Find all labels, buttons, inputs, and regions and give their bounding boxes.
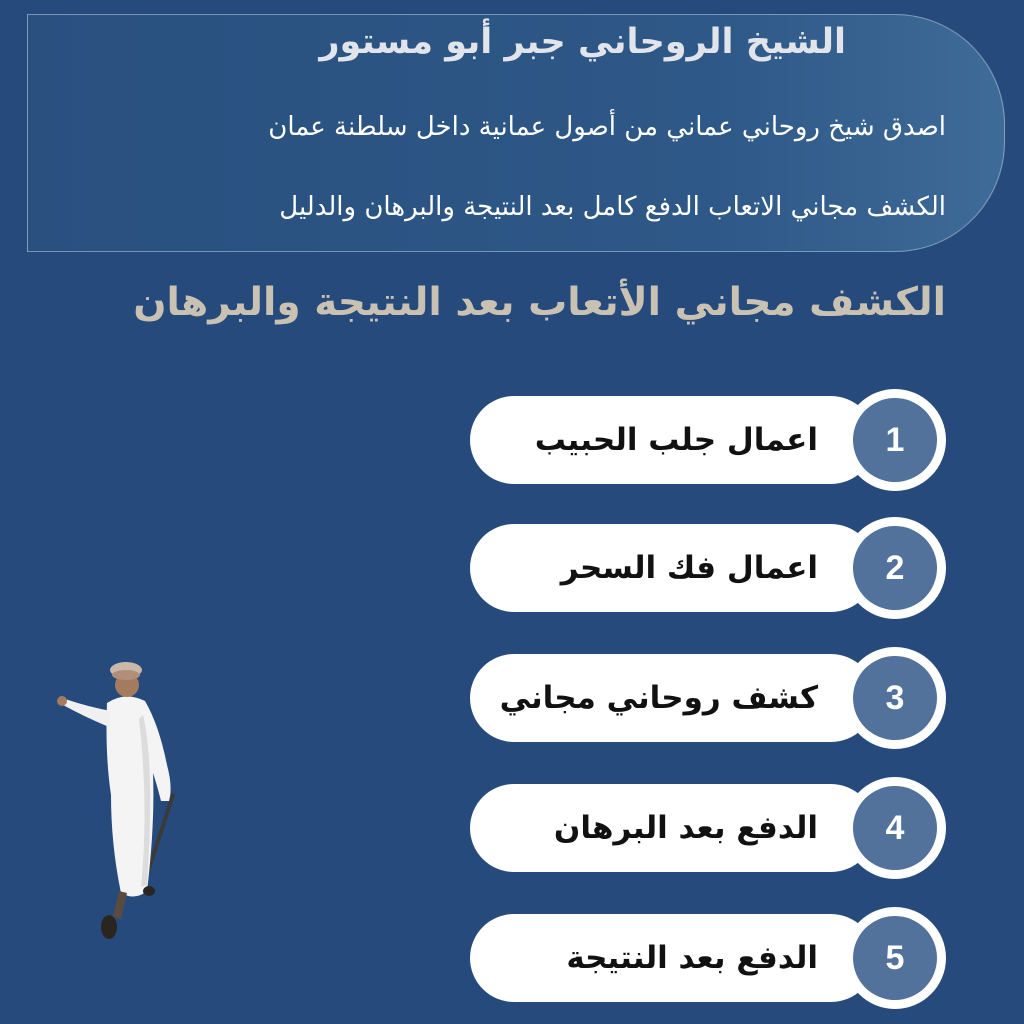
service-pill [470,524,875,612]
service-pill [470,654,875,742]
service-number: 1 [853,398,937,482]
number-badge [844,389,946,491]
subtitle: الكشف مجاني الأتعاب بعد النتيجة والبرهان [133,280,946,325]
service-label: الدفع بعد النتيجة [566,940,818,976]
number-badge [844,517,946,619]
service-number: 5 [853,916,937,1000]
service-number: 2 [853,526,937,610]
omani-man-figure-icon [55,655,185,945]
service-number: 3 [853,656,937,740]
page-title: الشيخ الروحاني جبر أبو مستور [319,22,846,62]
service-pill [470,396,875,484]
header-description-line-2: الكشف مجاني الاتعاب الدفع كامل بعد النتيجة والبرهان والدليل [279,192,946,222]
service-label: اعمال جلب الحبيب [534,422,818,458]
service-pill [470,784,875,872]
number-badge [844,777,946,879]
service-label: كشف روحاني مجاني [499,680,818,716]
number-badge [844,907,946,1009]
number-badge [844,647,946,749]
service-pill [470,914,875,1002]
service-label: الدفع بعد البرهان [553,810,818,846]
service-label: اعمال فك السحر [560,550,818,586]
header-description-line-1: اصدق شيخ روحاني عماني من أصول عمانية داخل سلطنة عمان [268,112,946,142]
service-number: 4 [853,786,937,870]
